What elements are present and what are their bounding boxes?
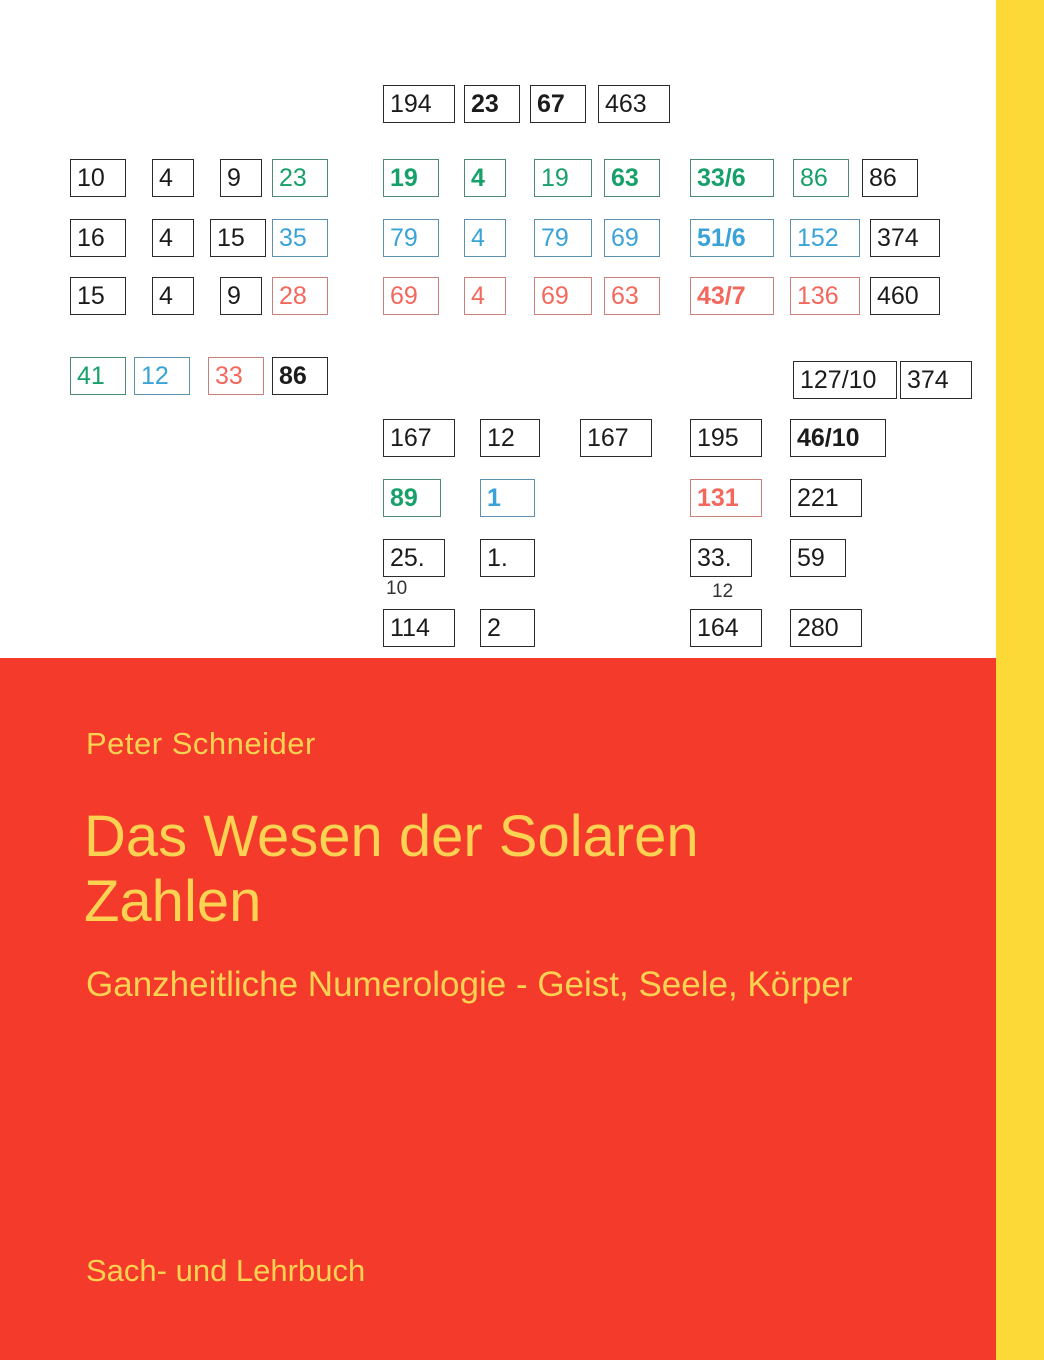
grid-cell-r0c6: 67 — [530, 85, 586, 123]
grid-cell-r6c8: 221 — [790, 479, 862, 517]
grid-annotation-ann-12: 12 — [712, 581, 734, 602]
grid-cell-r8c5: 2 — [480, 609, 535, 647]
grid-cell-r3c9: 136 — [790, 277, 860, 315]
grid-cell-r2c0: 16 — [70, 219, 126, 257]
grid-cell-r2c10: 374 — [870, 219, 940, 257]
grid-cell-r1c5: 4 — [464, 159, 506, 197]
grid-cell-r2c5: 4 — [464, 219, 506, 257]
grid-cell-r1c0: 10 — [70, 159, 126, 197]
grid-cell-r8c4: 114 — [383, 609, 455, 647]
grid-cell-r5c4: 167 — [383, 419, 455, 457]
grid-cell-r2c6: 79 — [534, 219, 592, 257]
grid-cell-r7c7: 33. — [690, 539, 752, 577]
grid-cell-r1c10: 86 — [862, 159, 918, 197]
grid-cell-r7c8: 59 — [790, 539, 846, 577]
grid-cell-r5c7: 195 — [690, 419, 762, 457]
grid-cell-r3c5: 4 — [464, 277, 506, 315]
grid-cell-r8c7: 164 — [690, 609, 762, 647]
grid-cell-r2c9: 152 — [790, 219, 860, 257]
grid-cell-r2c4: 79 — [383, 219, 439, 257]
grid-cell-r2c1: 4 — [152, 219, 194, 257]
grid-cell-r3c7: 63 — [604, 277, 660, 315]
grid-cell-r8c8: 280 — [790, 609, 862, 647]
grid-cell-r1c9: 86 — [793, 159, 849, 197]
grid-cell-r2c2: 15 — [210, 219, 266, 257]
grid-cell-r2c8: 51/6 — [690, 219, 774, 257]
grid-cell-r3c8: 43/7 — [690, 277, 774, 315]
grid-cell-r5c5: 12 — [480, 419, 540, 457]
grid-cell-r1c8: 33/6 — [690, 159, 774, 197]
book-type-label: Sach- und Lehrbuch — [86, 1253, 366, 1288]
grid-cell-r3c0: 15 — [70, 277, 126, 315]
grid-cell-r3c4: 69 — [383, 277, 439, 315]
grid-cell-r7c5: 1. — [480, 539, 535, 577]
cover-top-number-grid — [0, 0, 996, 658]
book-subtitle: Ganzheitliche Numerologie - Geist, Seele, Körper — [86, 965, 853, 1004]
grid-cell-r0c4: 194 — [383, 85, 455, 123]
grid-cell-r1c4: 19 — [383, 159, 439, 197]
yellow-side-strip — [996, 0, 1044, 1360]
grid-cell-r4c9: 127/10 — [793, 361, 897, 399]
grid-cell-r7c4: 25. — [383, 539, 445, 577]
grid-cell-r3c3: 28 — [272, 277, 328, 315]
grid-cell-r1c6: 19 — [534, 159, 592, 197]
grid-cell-r3c1: 4 — [152, 277, 194, 315]
grid-cell-r4c1: 12 — [134, 357, 190, 395]
book-title: Das Wesen der Solaren Zahlen — [84, 804, 699, 934]
grid-cell-r4c10: 374 — [900, 361, 972, 399]
grid-annotation-ann-10: 10 — [386, 578, 408, 599]
grid-cell-r2c3: 35 — [272, 219, 328, 257]
grid-cell-r3c6: 69 — [534, 277, 592, 315]
grid-cell-r4c3: 86 — [272, 357, 328, 395]
grid-cell-r2c7: 69 — [604, 219, 660, 257]
grid-cell-r4c0: 41 — [70, 357, 126, 395]
grid-cell-r6c4: 89 — [383, 479, 441, 517]
grid-cell-r5c8: 46/10 — [790, 419, 886, 457]
grid-cell-r0c7: 463 — [598, 85, 670, 123]
grid-cell-r1c2: 9 — [220, 159, 262, 197]
grid-cell-r6c7: 131 — [690, 479, 762, 517]
book-author: Peter Schneider — [86, 726, 316, 761]
grid-cell-r3c10: 460 — [870, 277, 940, 315]
grid-cell-r3c2: 9 — [220, 277, 262, 315]
grid-cell-r5c6: 167 — [580, 419, 652, 457]
grid-cell-r0c5: 23 — [464, 85, 520, 123]
grid-cell-r1c1: 4 — [152, 159, 194, 197]
grid-cell-r6c5: 1 — [480, 479, 535, 517]
grid-cell-r4c2: 33 — [208, 357, 264, 395]
grid-cell-r1c7: 63 — [604, 159, 660, 197]
grid-cell-r1c3: 23 — [272, 159, 328, 197]
